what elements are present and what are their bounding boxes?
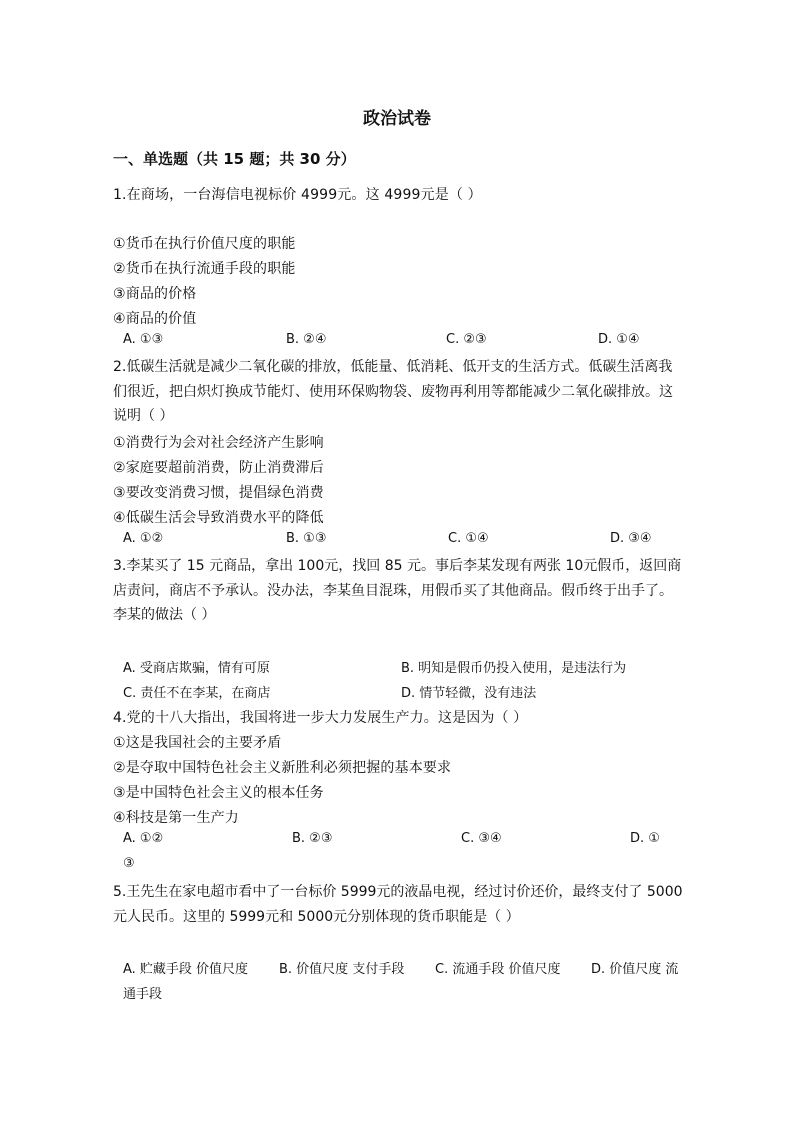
question-2-option-a[interactable]: A. ①②	[123, 531, 164, 546]
question-4-stem: 4.党的十八大指出，我国将进一步大力发展生产力。这是因为（ ）	[113, 710, 528, 726]
page-title: 政治试卷	[363, 109, 431, 129]
question-2-item-1: ①消费行为会对社会经济产生影响	[113, 435, 324, 451]
question-1-item-4: ④商品的价值	[113, 311, 197, 327]
question-1-stem: 1.在商场，一台海信电视标价 4999元。这 4999元是（ ）	[113, 187, 482, 203]
section-heading: 一、单选题（共 15 题；共 30 分）	[113, 150, 356, 168]
question-5-option-c[interactable]: C. 流通手段 价值尺度	[435, 962, 561, 977]
question-4-item-3: ③是中国特色社会主义的根本任务	[113, 785, 324, 801]
question-1-option-a[interactable]: A. ①③	[123, 332, 164, 347]
question-4-option-d-wrap[interactable]: ③	[123, 856, 135, 871]
question-4-item-2: ②是夺取中国特色社会主义新胜利必须把握的基本要求	[113, 760, 452, 776]
question-3-stem: 3.李某买了 15 元商品，拿出 100元，找回 85 元。事后李某发现有两张 10元假币，返回商店责问，商店不予承认。没办法，李某鱼目混珠，用假币买了其他商品。假币终于出手了。李某的做法（ ）	[113, 558, 682, 623]
question-3-option-d[interactable]: D. 情节轻微，没有违法	[401, 686, 537, 701]
question-2-item-3: ③要改变消费习惯，提倡绿色消费	[113, 485, 324, 501]
question-2-option-b[interactable]: B. ①③	[286, 531, 327, 546]
question-1-item-2: ②货币在执行流通手段的职能	[113, 261, 296, 277]
question-5-option-d[interactable]: D. 价值尺度 流	[591, 962, 679, 977]
question-4-item-1: ①这是我国社会的主要矛盾	[113, 735, 282, 751]
question-1-option-b[interactable]: B. ②④	[286, 332, 327, 347]
question-4-option-c[interactable]: C. ③④	[461, 831, 502, 846]
question-5-stem: 5.王先生在家电超市看中了一台标价 5999元的液晶电视，经过讨价还价，最终支付了 5000 元人民币。这里的 5999元和 5000元分别体现的货币职能是（ ）	[113, 884, 683, 925]
question-2-item-2: ②家庭要超前消费，防止消费滞后	[113, 460, 324, 476]
question-3-option-a[interactable]: A. 受商店欺骗，情有可原	[123, 661, 270, 676]
question-4-item-4: ④科技是第一生产力	[113, 810, 239, 826]
question-3-option-b[interactable]: B. 明知是假币仍投入使用，是违法行为	[401, 661, 627, 676]
question-3-option-c[interactable]: C. 责任不在李某，在商店	[123, 686, 271, 701]
question-1-option-d[interactable]: D. ①④	[598, 332, 640, 347]
question-1-item-1: ①货币在执行价值尺度的职能	[113, 236, 296, 252]
question-1-item-3: ③商品的价格	[113, 286, 197, 302]
question-4-option-b[interactable]: B. ②③	[292, 831, 333, 846]
question-5-option-b[interactable]: B. 价值尺度 支付手段	[279, 962, 405, 977]
question-5-option-a[interactable]: A. 贮藏手段 价值尺度	[123, 962, 249, 977]
question-4-option-a[interactable]: A. ①②	[123, 831, 164, 846]
question-1-option-c[interactable]: C. ②③	[446, 332, 487, 347]
question-5-option-d-wrap[interactable]: 通手段	[123, 987, 163, 1002]
question-2-option-d[interactable]: D. ③④	[610, 531, 652, 546]
question-4-option-d[interactable]: D. ①	[630, 831, 660, 846]
question-2-option-c[interactable]: C. ①④	[448, 531, 489, 546]
question-2-item-4: ④低碳生活会导致消费水平的降低	[113, 510, 324, 526]
question-2-stem: 2.低碳生活就是减少二氧化碳的排放，低能量、低消耗、低开支的生活方式。低碳生活离我们很近，把白炽灯换成节能灯、使用环保购物袋、废物再利用等都能减少二氧化碳排放。这说明（ ）	[113, 359, 673, 424]
